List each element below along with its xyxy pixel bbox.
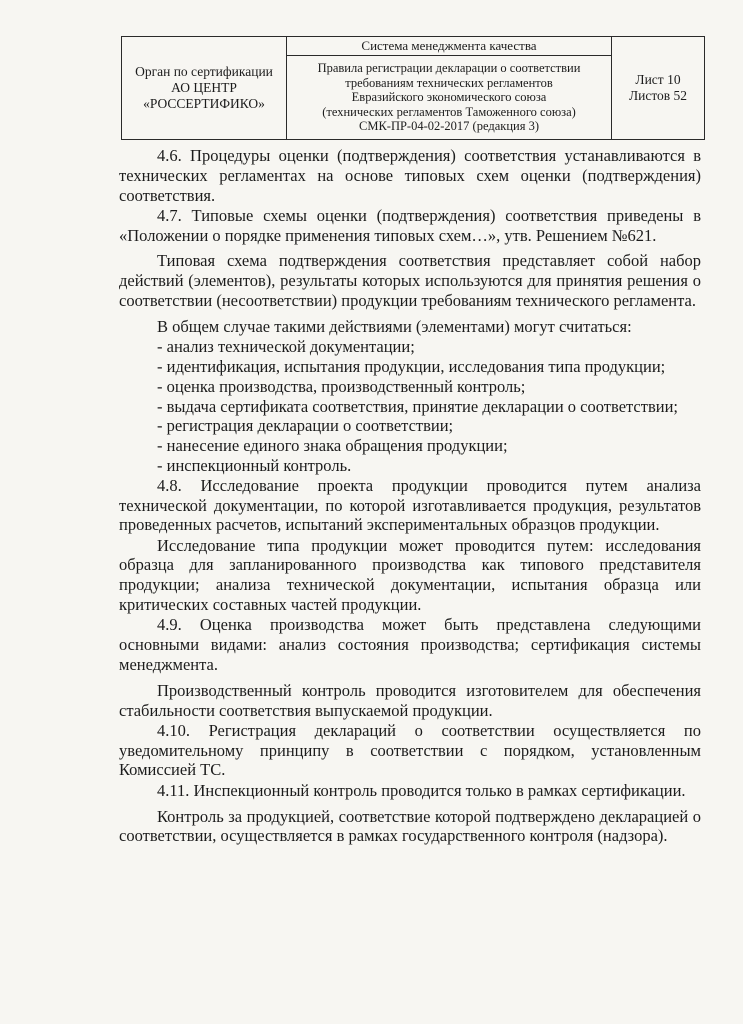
paragraph-typical-scheme: Типовая схема подтверждения соответствия представляет собой набор действий (элементов), результаты которых используются для принятия решения о соответствии (несоответствии) продукции требованиям технического регламента. (119, 251, 701, 311)
rules-line-2: требованиям технических регламентов (345, 75, 553, 90)
paragraph-type-study: Исследование типа продукции может проводится путем: исследования образца для запланированного производства как типового представителя продукции; анализа технической документации, испытания образца или критических составных частей продукции. (119, 535, 701, 615)
paragraph-production-control: Производственный контроль проводится изготовителем для обеспечения стабильности соответствия выпускаемой продукции. (119, 680, 701, 720)
paragraph-4-7: 4.7. Типовые схемы оценки (подтверждения) соответствия приведены в «Положении о порядке применения типовых схем…», утв. Решением №621. (119, 205, 701, 245)
rules-line-1: Правила регистрации декларации о соответствии (317, 61, 581, 76)
org-line-3: «РОССЕРТИФИКО» (143, 96, 265, 111)
paragraph-4-8: 4.8. Исследование проекта продукции проводится путем анализа технической документации, по которой изготавливается продукция, результатов проведенных расчетов, испытаний экспериментальных образцов продукции. (119, 475, 701, 535)
list-item: - выдача сертификата соответствия, принятие декларации о соответствии; (157, 396, 678, 416)
sheet-number: Лист 10 (635, 72, 681, 87)
rules-line-3: Евразийского экономического союза (351, 90, 547, 105)
paragraph-state-control: Контроль за продукцией, соответствие которой подтверждено декларацией о соответствии, осуществляется в рамках государственного контроля (надзора). (119, 806, 701, 846)
paragraph-4-9: 4.9. Оценка производства может быть представлена следующими основными видами: анализ состояния производства; сертификация системы менеджмента. (119, 615, 701, 674)
org-line-1: Орган по сертификации (135, 64, 273, 79)
rules-line-4: (технических регламентов Таможенного союза) (322, 104, 576, 119)
paragraph-4-11: 4.11. Инспекционный контроль проводится только в рамках сертификации. (157, 780, 686, 800)
paragraph-4-6: 4.6. Процедуры оценки (подтверждения) соответствия устанавливаются в технических регламентах на основе типовых схем оценки (подтверждения) соответствия. (119, 146, 701, 205)
list-item: - регистрация декларации о соответствии; (157, 416, 454, 436)
list-item: - идентификация, испытания продукции, исследования типа продукции; (157, 356, 666, 376)
document-header-table (121, 36, 705, 140)
document-title-cell (287, 56, 612, 140)
list-item: - инспекционный контроль. (157, 455, 352, 475)
sheet-number-cell (612, 37, 705, 140)
list-item: - оценка производства, производственный контроль; (157, 376, 526, 396)
document-body (119, 146, 701, 847)
document-code: СМК-ПР-04-02-2017 (редакция 3) (359, 119, 539, 134)
system-title: Система менеджмента качества (287, 37, 612, 56)
org-line-2: АО ЦЕНТР (171, 80, 237, 95)
sheets-total: Листов 52 (628, 88, 688, 103)
organization-cell (122, 37, 287, 140)
list-item: - анализ технической документации; (157, 337, 415, 357)
paragraph-4-10: 4.10. Регистрация деклараций о соответствии осуществляется по уведомительному принципу в соответствии с порядком, установленным Комиссией ТС. (119, 720, 701, 780)
list-item: - нанесение единого знака обращения продукции; (157, 436, 508, 456)
paragraph-actions-intro: В общем случае такими действиями (элементами) могут считаться: (157, 316, 632, 336)
